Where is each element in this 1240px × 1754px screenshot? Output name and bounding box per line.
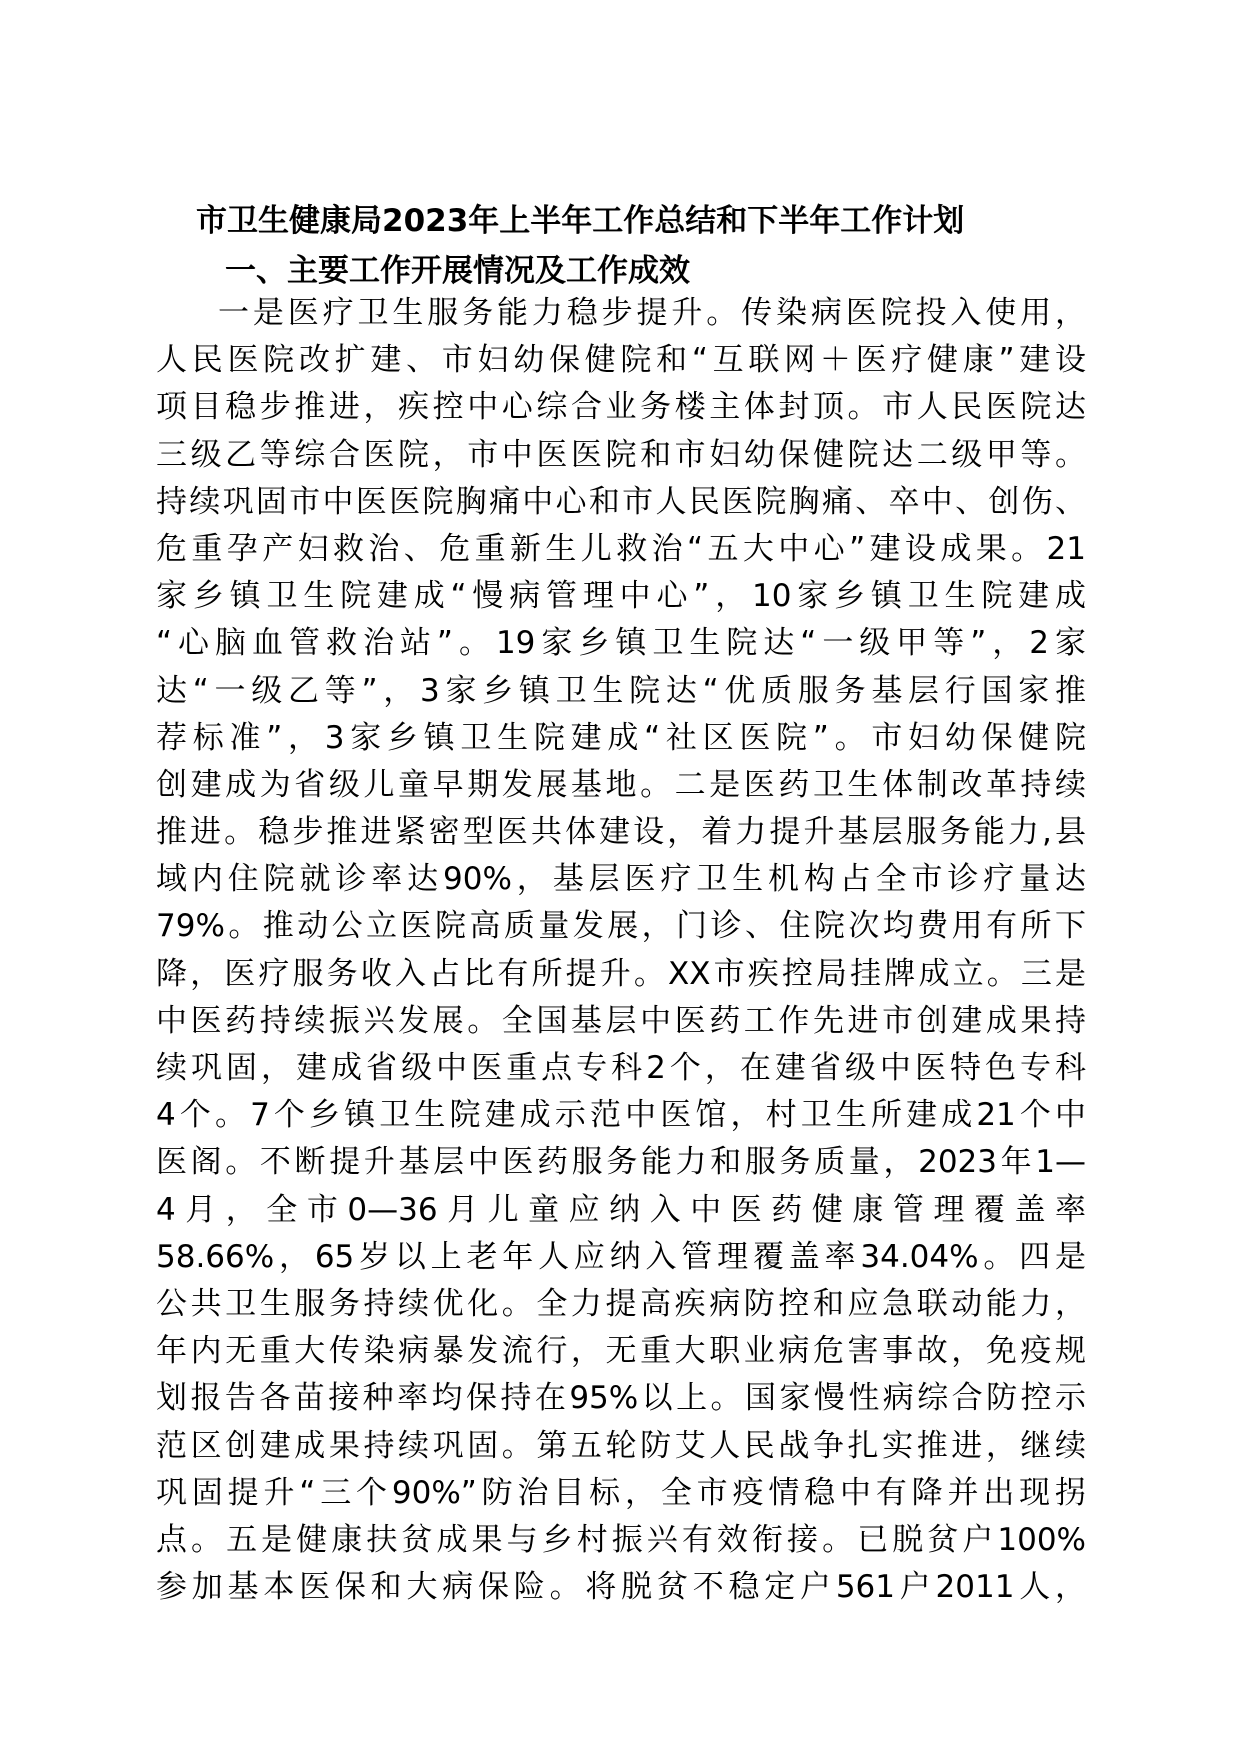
body-line: 划报告各苗接种率均保持在95%以上。国家慢性病综合防控示 xyxy=(156,1380,1086,1417)
body-line: 项目稳步推进，疾控中心综合业务楼主体封顶。市人民医院达 xyxy=(156,389,1086,426)
body-line: 79%。推动公立医院高质量发展，门诊、住院次均费用有所下 xyxy=(156,908,1086,945)
body-line: 危重孕产妇救治、危重新生儿救治“五大中心”建设成果。21 xyxy=(156,530,1086,567)
body-line: 中医药持续振兴发展。全国基层中医药工作先进市创建成果持 xyxy=(156,1002,1086,1039)
body-line: 创建成为省级儿童早期发展基地。二是医药卫生体制改革持续 xyxy=(156,766,1086,803)
body-paragraph xyxy=(156,290,1086,1611)
body-line: 家乡镇卫生院建成“慢病管理中心”，10家乡镇卫生院建成 xyxy=(156,578,1086,615)
body-line: 年内无重大传染病暴发流行，无重大职业病危害事故，免疫规 xyxy=(156,1333,1086,1370)
body-line: 一是医疗卫生服务能力稳步提升。传染病医院投入使用， xyxy=(218,295,1086,331)
body-line: 58.66%，65岁以上老年人应纳入管理覆盖率34.04%。四是 xyxy=(156,1238,1086,1275)
body-line: 三级乙等综合医院，市中医医院和市妇幼保健院达二级甲等。 xyxy=(156,436,1086,473)
body-line: 达“一级乙等”，3家乡镇卫生院达“优质服务基层行国家推 xyxy=(156,672,1086,709)
body-line: 公共卫生服务持续优化。全力提高疾病防控和应急联动能力， xyxy=(156,1285,1086,1322)
body-line: 点。五是健康扶贫成果与乡村振兴有效衔接。已脱贫户100% xyxy=(156,1521,1086,1558)
body-line: 降，医疗服务收入占比有所提升。XX市疾控局挂牌成立。三是 xyxy=(156,955,1086,992)
body-line: 续巩固，建成省级中医重点专科2个，在建省级中医特色专科 xyxy=(156,1050,1086,1086)
body-line: 持续巩固市中医医院胸痛中心和市人民医院胸痛、卒中、创伤、 xyxy=(156,483,1086,520)
section-heading: 一、主要工作开展情况及工作成效 xyxy=(225,253,690,289)
body-line: 4月，全市0—36月儿童应纳入中医药健康管理覆盖率 xyxy=(156,1191,1086,1228)
body-line: “心脑血管救治站”。19家乡镇卫生院达“一级甲等”，2家 xyxy=(156,625,1086,662)
body-line: 4个。7个乡镇卫生院建成示范中医馆，村卫生所建成21个中 xyxy=(156,1097,1086,1134)
body-line: 医阁。不断提升基层中医药服务能力和服务质量，2023年1— xyxy=(156,1144,1086,1181)
body-line: 荐标准”，3家乡镇卫生院建成“社区医院”。市妇幼保健院 xyxy=(156,719,1086,756)
document-title: 市卫生健康局2023年上半年工作总结和下半年工作计划 xyxy=(196,203,965,239)
body-line: 范区创建成果持续巩固。第五轮防艾人民战争扎实推进，继续 xyxy=(156,1427,1086,1464)
body-line: 域内住院就诊率达90%，基层医疗卫生机构占全市诊疗量达 xyxy=(156,861,1086,898)
body-line: 参加基本医保和大病保险。将脱贫不稳定户561户2011人， xyxy=(156,1569,1086,1606)
body-line: 人民医院改扩建、市妇幼保健院和“互联网＋医疗健康”建设 xyxy=(156,342,1086,379)
body-line: 巩固提升“三个90%”防治目标，全市疫情稳中有降并出现拐 xyxy=(156,1474,1086,1511)
body-line: 推进。稳步推进紧密型医共体建设，着力提升基层服务能力,县 xyxy=(156,814,1086,851)
